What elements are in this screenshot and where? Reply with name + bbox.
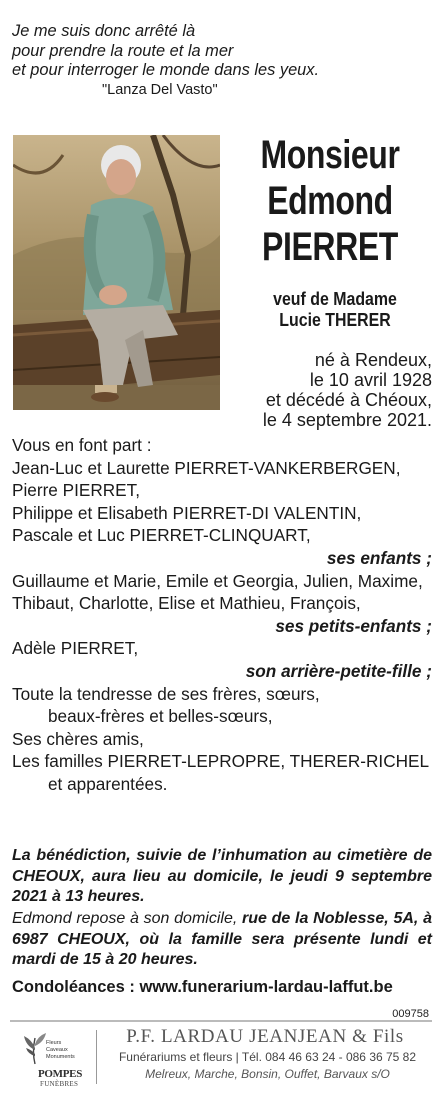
logo-service-vaults: Caveaux [46, 1047, 68, 1053]
deceased-last-name: PIERRET [262, 225, 398, 269]
birth-death-dates [232, 350, 432, 430]
logo-pompes: POMPES [38, 1068, 83, 1080]
deceased-portrait-photo [13, 135, 220, 410]
deceased-name-block [228, 132, 432, 270]
siblings-line: Toute la tendresse de ses frères, sœurs, [12, 683, 320, 704]
families-line: Les familles PIERRET-LEPROPRE, THERER-RICHEL [12, 751, 430, 772]
logo-service-flowers: Fleurs [46, 1040, 62, 1046]
families-related-line: et apparentées. [48, 773, 168, 794]
grandchildren-entry: Guillaume et Marie, Emile et Georgia, Julien, Maxime, [12, 570, 423, 591]
deceased-first-name: Edmond [267, 179, 393, 223]
child-entry: Pascale et Luc PIERRET-CLINQUART, [12, 525, 311, 546]
birth-date: le 10 avril 1928 [309, 370, 432, 390]
child-entry: Pierre PIERRET, [12, 480, 140, 501]
repose-prefix: Edmond repose à son domicile, [12, 910, 243, 927]
siblings-in-law-line: beaux-frères et belles-sœurs, [48, 706, 273, 727]
widow-of [253, 288, 416, 330]
great-grandchild-entry: Adèle PIERRET, [12, 638, 139, 659]
footer-divider [96, 1030, 97, 1084]
widow-spouse-name: Lucie THERER [279, 309, 391, 330]
grandchildren-label: ses petits-enfants ; [275, 615, 432, 636]
quote-line: et pour interroger le monde dans les yeux. [12, 61, 320, 79]
logo-funebres: FUNÈBRES [40, 1080, 79, 1088]
condolences-link[interactable]: Condoléances : www.funerarium-lardau-laffut.be [12, 978, 393, 996]
quote-line: Je me suis donc arrêté là [12, 22, 196, 40]
repose-address: rue de la Noblesse, 5A, à 6987 CHEOUX, où la famille sera présente lundi et mardi de 15 à 20 heures. [12, 910, 432, 968]
epigraph-quote [12, 22, 432, 100]
child-entry: Philippe et Elisabeth PIERRET-DI VALENTIN, [12, 502, 362, 523]
firm-name: P.F. LARDAU JEANJEAN & Fils [126, 1026, 404, 1047]
death-place: et décédé à Chéoux, [265, 390, 432, 410]
logo-services [46, 1040, 75, 1061]
funeral-home-footer [10, 1020, 432, 1090]
friends-line: Ses chères amis, [12, 728, 144, 749]
logo-service-monuments: Monuments [46, 1054, 75, 1060]
child-entry: Jean-Luc et Laurette PIERRET-VANKERBERGEN, [12, 457, 401, 478]
great-grandchild-label: son arrière-petite-fille ; [245, 660, 432, 681]
quote-author: "Lanza Del Vasto" [102, 81, 218, 98]
ceremony-details: La bénédiction, suivie de l’inhumation au cimetière de CHEOUX, aura lieu au domicile, le jeudi 9 septembre 2021 à 13 heures. [12, 847, 432, 905]
death-date: le 4 septembre 2021. [262, 410, 432, 430]
funeral-home-logo [16, 1030, 90, 1088]
birth-place: né à Rendeux, [314, 350, 432, 370]
widow-line: veuf de Madame [273, 288, 397, 309]
firm-contact: Funérariums et fleurs | Tél. 084 46 63 24 - 086 36 75 82 [118, 1050, 417, 1064]
quote-line: pour prendre la route et la mer [12, 41, 234, 60]
firm-locations: Melreux, Marche, Bonsin, Ouffet, Barvaux s/O [145, 1067, 390, 1081]
family-announcement [12, 434, 432, 796]
reference-number: 009758 [392, 1008, 429, 1020]
children-label: ses enfants ; [326, 547, 432, 568]
repose-details [12, 909, 432, 971]
deceased-title: Monsieur [260, 133, 400, 177]
announcement-intro: Vous en font part : [12, 435, 152, 455]
grandchildren-entry: Thibaut, Charlotte, Elise et Mathieu, François, [12, 593, 361, 614]
